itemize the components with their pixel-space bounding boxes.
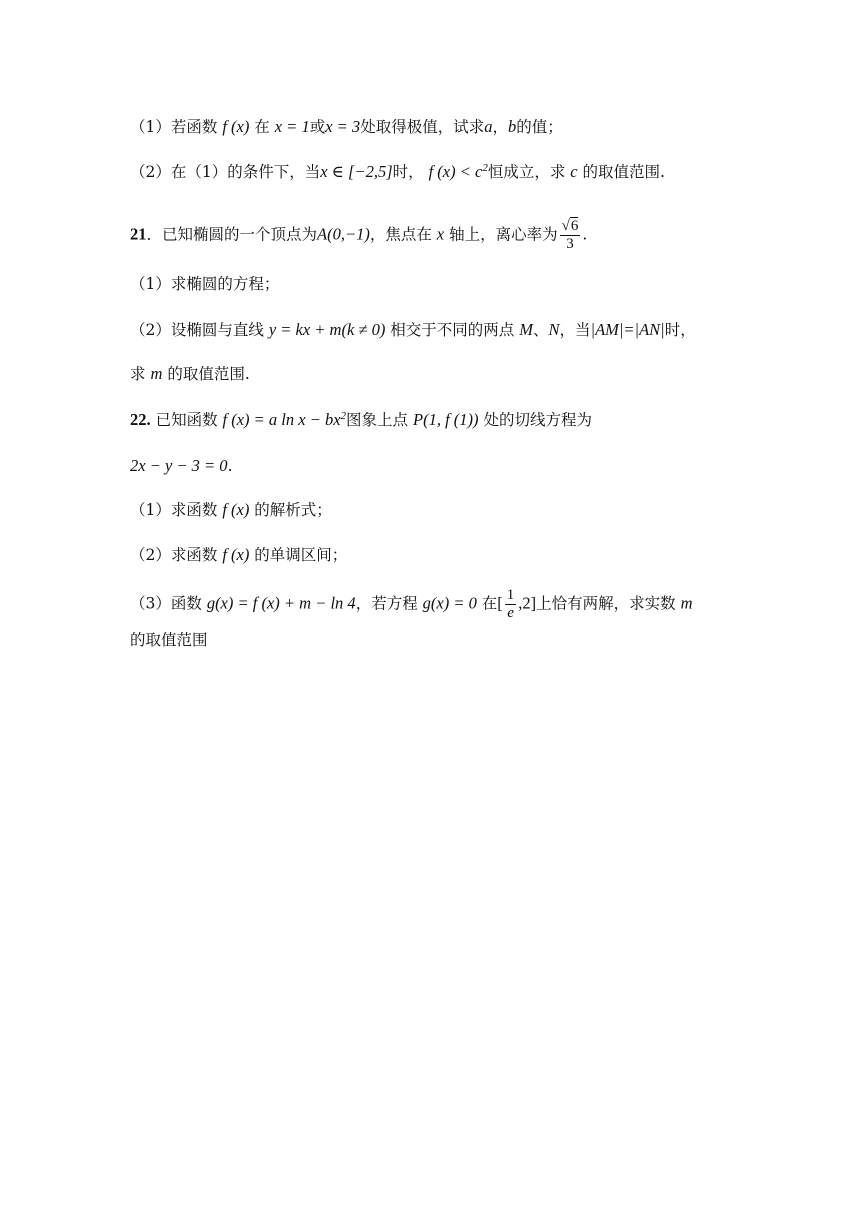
problem-22-part-2: [130, 543, 347, 567]
math-m: m: [150, 364, 163, 383]
text: 处的切线方程为: [483, 411, 592, 429]
fraction-denominator: 3: [566, 236, 574, 252]
math-interval-end: ,2]: [518, 593, 537, 613]
text: （3）函数: [130, 594, 202, 613]
fraction-sqrt6-over-3: [560, 218, 581, 253]
math-x-in-interval: x ∈ [−2,5]: [320, 162, 393, 181]
radical-sign: √: [561, 218, 570, 234]
text: 的取值范围.: [167, 365, 250, 383]
text: 在: [254, 118, 270, 136]
text: 时，: [664, 321, 696, 339]
math-c: c: [570, 162, 578, 181]
fraction-numerator: [560, 218, 581, 236]
problem-number: 21: [130, 224, 147, 244]
text: 已知函数: [155, 411, 218, 429]
math-fx-lt-c: f (x) < c: [428, 162, 483, 181]
superscript: 2: [482, 162, 488, 174]
text: 求: [130, 365, 146, 383]
text: ．已知椭圆的一个顶点为: [146, 225, 318, 244]
text: （1）求椭圆的方程；: [130, 275, 280, 293]
math-am-eq-an: |AM|=|AN|: [590, 320, 665, 339]
text: （1）若函数: [130, 118, 218, 136]
fraction-denominator: e: [507, 605, 514, 621]
math-gx-eq-0: g(x) = 0: [422, 593, 477, 613]
math-b: b: [507, 117, 517, 136]
text: ，当: [559, 321, 591, 339]
text: 、: [532, 321, 549, 339]
problem-21-part-1: [130, 272, 279, 296]
problem-21-part-2-continued: [130, 362, 250, 386]
text: 的解析式；: [254, 501, 332, 519]
math-m-point: M: [519, 320, 533, 339]
text: 相交于不同的两点: [390, 321, 515, 339]
problem-21-heading: [130, 218, 587, 253]
text: 在: [481, 594, 498, 613]
problem-22-heading: [130, 408, 592, 432]
text: 恒成立，求: [487, 163, 566, 181]
superscript: 2: [340, 410, 347, 422]
text: 的值；: [516, 118, 563, 136]
math-line-equation: y = kx + m(k ≠ 0): [268, 320, 386, 339]
math-tangent-line: 2x − y − 3 = 0: [130, 456, 228, 475]
text: .: [582, 225, 588, 244]
text: 的取值范围: [130, 631, 208, 649]
math-fx-lt-c2: [429, 162, 488, 181]
math-point-a: A(0,−1): [317, 224, 370, 244]
text: 上恰有两解，求实数: [536, 594, 676, 613]
text: 的单调区间；: [254, 546, 348, 564]
math-fx: f (x): [222, 117, 250, 136]
math-fx: f (x): [222, 545, 250, 564]
math-bracket-open: [: [497, 593, 503, 613]
text: （2）求函数: [130, 546, 218, 564]
math-point-p: P(1, f (1)): [413, 410, 479, 429]
text: ，: [492, 118, 508, 136]
text: 时，: [392, 163, 424, 181]
problem-22-part-3: [130, 587, 693, 622]
math-n-point: N: [548, 320, 560, 339]
text: 轴上，离心率为: [449, 225, 558, 244]
problem-22-tangent-equation: [130, 454, 233, 478]
math-gx-def: g(x) = f (x) + m − ln 4: [206, 593, 356, 613]
math-a: a: [484, 117, 493, 136]
math-x-eq-3: x = 3: [325, 117, 361, 136]
fraction-numerator: 1: [506, 587, 515, 603]
math-fx: f (x): [222, 500, 250, 519]
math-m: m: [680, 593, 693, 613]
math-x: x: [436, 224, 445, 244]
text: ，焦点在: [369, 225, 432, 244]
problem-number: 22.: [130, 410, 151, 429]
text: 处取得极值，试求: [360, 118, 485, 136]
fraction-1-over-e: [505, 587, 517, 622]
problem-21-part-2: [130, 318, 696, 342]
text: ，若方程: [355, 594, 418, 613]
math-x-eq-1: x = 1: [274, 117, 310, 136]
text: 或: [309, 118, 326, 136]
math-function-def: [223, 410, 347, 429]
text: 图象上点: [346, 411, 409, 429]
problem-22-part-1: [130, 498, 332, 522]
problem-20-part-2: [130, 160, 665, 184]
problem-20-part-1: [130, 115, 563, 139]
problem-22-part-3-continued: [130, 628, 208, 652]
math-fx-def: f (x) = a ln x − bx: [222, 410, 341, 429]
text: （1）求函数: [130, 501, 218, 519]
radicand: 6: [570, 218, 579, 234]
text: 的取值范围.: [582, 163, 665, 181]
text: （2）在（1）的条件下，当: [130, 163, 321, 181]
text: （2）设椭圆与直线: [130, 321, 264, 339]
text: .: [227, 457, 233, 475]
